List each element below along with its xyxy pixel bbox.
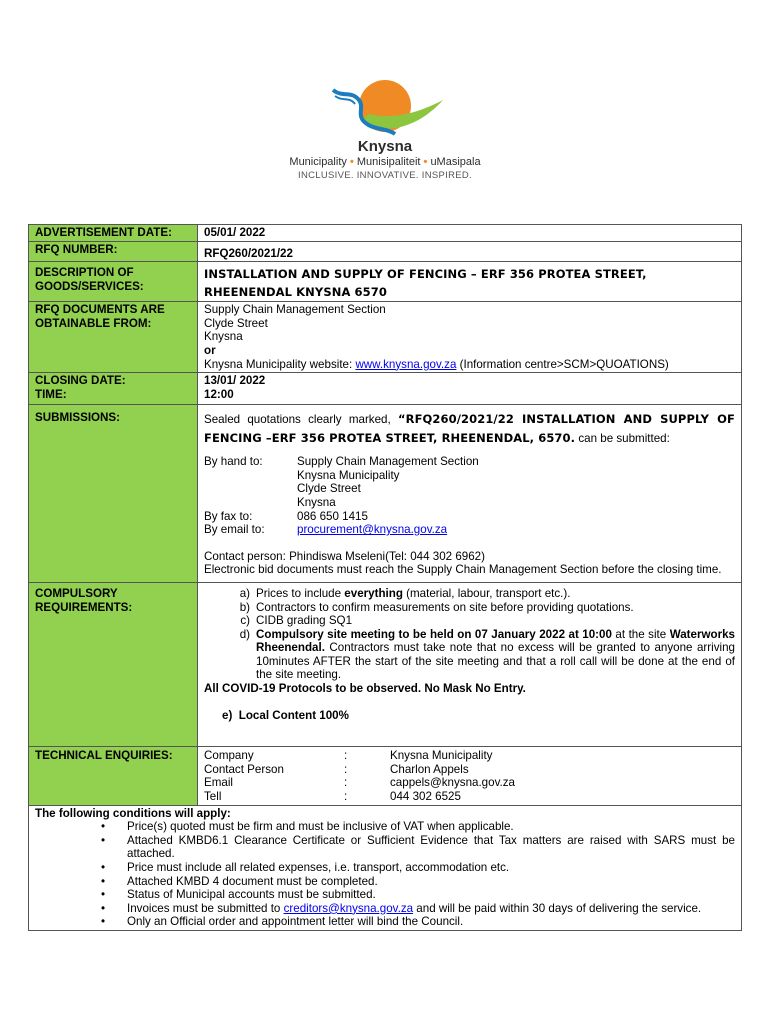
logo-tagline: INCLUSIVE. INNOVATIVE. INSPIRED.	[298, 170, 472, 181]
rfq-table	[28, 224, 742, 931]
logo-languages: Municipality • Munisipaliteit • uMasipala	[289, 156, 481, 168]
submissions-label: SUBMISSIONS:	[29, 405, 198, 583]
list-item: c) CIDB grading SQ1	[240, 614, 353, 628]
closing-label: CLOSING DATE: TIME:	[29, 373, 198, 405]
list-item: • Price(s) quoted must be firm and must be inclusive of VAT when applicable.	[100, 820, 514, 834]
advert-date-label: ADVERTISEMENT DATE:	[29, 225, 198, 242]
tech-row: Contact Person : Charlon Appels	[204, 762, 469, 776]
list-item: • Attached KMBD 4 document must be completed.	[100, 874, 378, 888]
conditions-section	[29, 805, 742, 930]
creditors-email-link[interactable]: creditors@knysna.gov.za	[283, 901, 414, 915]
tech-row: Email : cappels@knysna.gov.za	[204, 776, 515, 790]
compulsory-label: COMPULSORY REQUIREMENTS:	[29, 582, 198, 746]
rfq-number-value: RFQ260/2021/22	[198, 241, 742, 262]
website-link[interactable]: www.knysna.gov.za	[355, 357, 457, 371]
list-item: • Status of Municipal accounts must be submitted.	[100, 888, 376, 902]
description-label: DESCRIPTION OF GOODS/SERVICES:	[29, 262, 198, 302]
closing-value: 13/01/ 2022 12:00	[198, 373, 742, 405]
documents-label: RFQ DOCUMENTS ARE OBTAINABLE FROM:	[29, 302, 198, 373]
technical-label: TECHNICAL ENQUIRIES:	[29, 747, 198, 805]
list-item: • Price must include all related expenses, i.e. transport, accommodation etc.	[100, 861, 510, 874]
rfq-number-label: RFQ NUMBER:	[29, 241, 198, 262]
logo-name: Knysna	[357, 138, 413, 155]
list-item: a) Prices to include everything (material, labour, transport etc.).	[239, 586, 571, 600]
procurement-email-link[interactable]: procurement@knysna.gov.za	[297, 523, 448, 537]
list-item: b) Contractors to confirm measurements on site before providing quotations.	[239, 600, 634, 614]
description-value: INSTALLATION AND SUPPLY OF FENCING – ERF 356 PROTEA STREET, RHEENENDAL KNYSNA 6570	[198, 262, 742, 302]
list-item: • Invoices must be submitted to creditors@knysna.gov.za and will be paid within 30 days of delivering the service.	[100, 901, 702, 915]
knysna-logo-icon	[325, 76, 445, 140]
municipality-logo	[0, 70, 770, 190]
list-item: • Attached KMBD6.1 Clearance Certificate or Sufficient Evidence that Tax matters are raised with SARS must be attached.	[100, 833, 735, 861]
compulsory-value: a) Prices to include everything (material, labour, transport etc.). b) Contractors to confirm measurements on site before providing quotations. c) CIDB grading SQ1 d) Compulsory site meeting to be held on 07 January 2022 at 10:00 at the site Waterworks Rheenendal. Contractors must take note that no excess will be granted to anyone arriving 10minutes AFTER the start of the site meeting and that a roll call will be done at the end of the site meeting. All COVID-19 Protocols to be observed. No Mask No Entry. e) Local Content 100%	[198, 582, 742, 746]
submissions-value: Sealed quotations clearly marked, “RFQ260/2021/22 INSTALLATION AND SUPPLY OF FENCING –ERF 356 PROTEA STREET, RHEENENDAL, 6570. can be submitted: By hand to: Supply Chain Management Section Knysna Municipality Clyde Street Knysna By fax to: 086 650 1415 By email to: procurement@knysna.gov.za Contact person: Phindiswa Mseleni(Tel: 044 302 6962) Electronic bid documents must reach the Supply Chain Management Section before the closing time.	[198, 405, 742, 583]
documents-value: Supply Chain Management Section Clyde Street Knysna or Knysna Municipality website: www.knysna.gov.za (Information centre>SCM>QUOATIONS)	[198, 302, 742, 373]
conditions-heading: The following conditions will apply:	[35, 806, 231, 820]
technical-value	[198, 747, 742, 805]
list-item: • Only an Official order and appointment letter will bind the Council.	[100, 915, 464, 929]
advert-date-value: 05/01/ 2022	[198, 225, 742, 242]
tech-row: Tell : 044 302 6525	[204, 790, 461, 804]
tech-row: Company : Knysna Municipality	[204, 749, 493, 763]
list-item: d) Compulsory site meeting to be held on 07 January 2022 at 10:00 at the site Waterworks Rheenendal. Contractors must take note that no excess will be granted to anyone arriving 10minutes AFTER the start of the site meeting and that a roll call will be done at the end of the site meeting.	[239, 627, 735, 682]
